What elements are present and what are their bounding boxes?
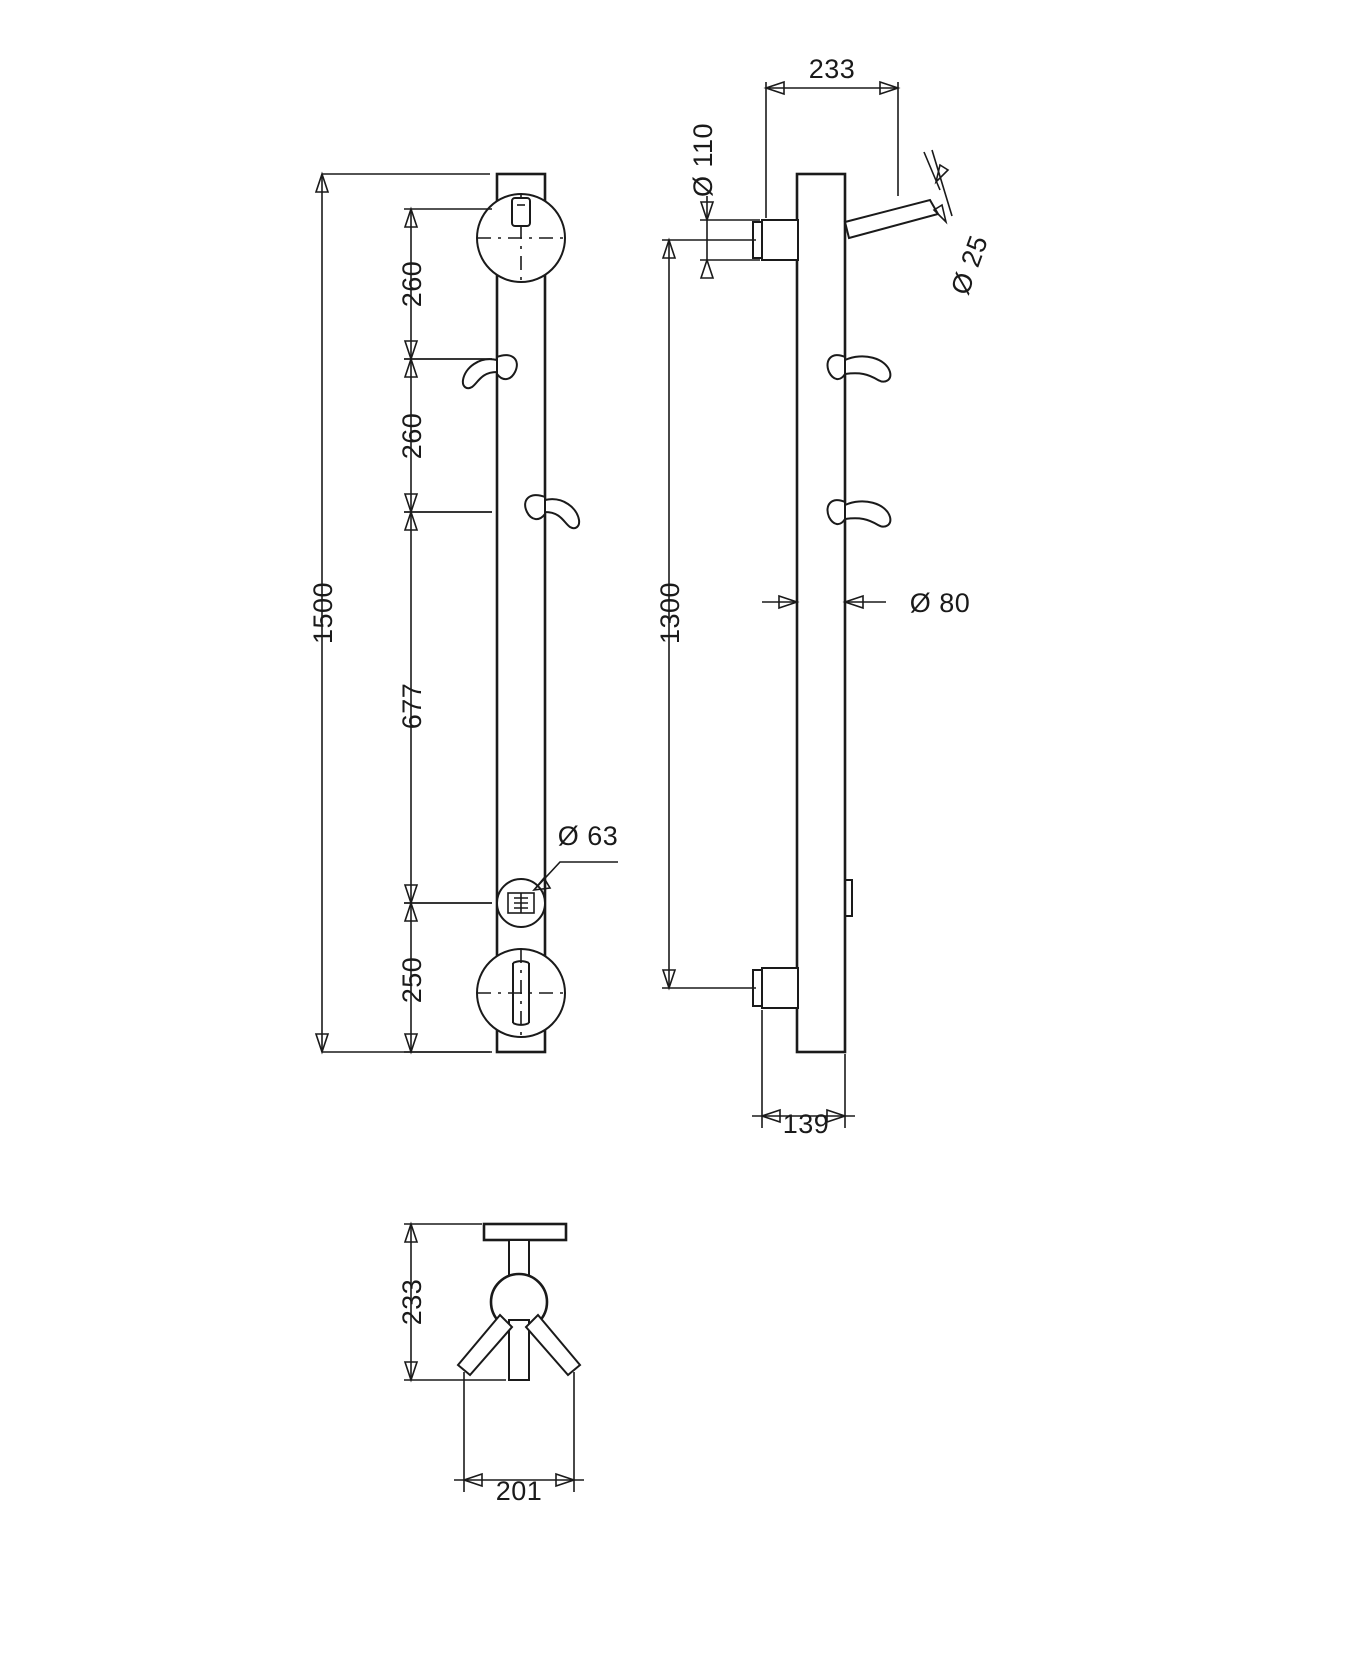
dim-top-to-first-hook: 260: [397, 260, 427, 308]
dim-overall-height: 1500: [308, 581, 338, 645]
dimension-diameter-25: [924, 150, 994, 298]
dimension-diameter-80: [762, 588, 970, 618]
dim-valve-to-base: 250: [397, 956, 427, 1004]
dim-second-hook-to-valve: 677: [397, 682, 427, 730]
dim-hook-spacing: 260: [397, 412, 427, 460]
dim-column-diameter: Ø 80: [909, 588, 971, 618]
dim-head-diameter: Ø 110: [688, 122, 718, 198]
dim-hook-diameter: Ø 25: [945, 231, 994, 299]
front-top-flange: [477, 194, 565, 282]
dim-valve-diameter: Ø 63: [557, 821, 619, 851]
dim-base-depth: 139: [782, 1109, 830, 1139]
dimension-250: [397, 903, 492, 1052]
dimension-677: [397, 512, 492, 903]
dim-plan-width: 201: [495, 1476, 543, 1506]
front-elevation-view: [308, 174, 618, 1052]
dimension-diameter-63: [534, 821, 618, 890]
dimension-233-plan: [397, 1224, 506, 1380]
dim-plan-depth: 233: [397, 1278, 427, 1326]
dim-side-projection: 233: [808, 54, 856, 84]
front-bottom-flange: [477, 949, 565, 1037]
top-plan-view: [397, 1224, 584, 1506]
side-elevation-view: [655, 54, 994, 1139]
dim-inlet-height: 1300: [655, 581, 685, 645]
dimension-diameter-110: [688, 123, 760, 278]
side-top-arm: [845, 200, 938, 238]
dimension-1300: [655, 240, 756, 988]
dimension-201-plan: [454, 1372, 584, 1506]
side-bottom-bracket: [753, 968, 798, 1008]
side-top-bracket: [753, 220, 798, 260]
